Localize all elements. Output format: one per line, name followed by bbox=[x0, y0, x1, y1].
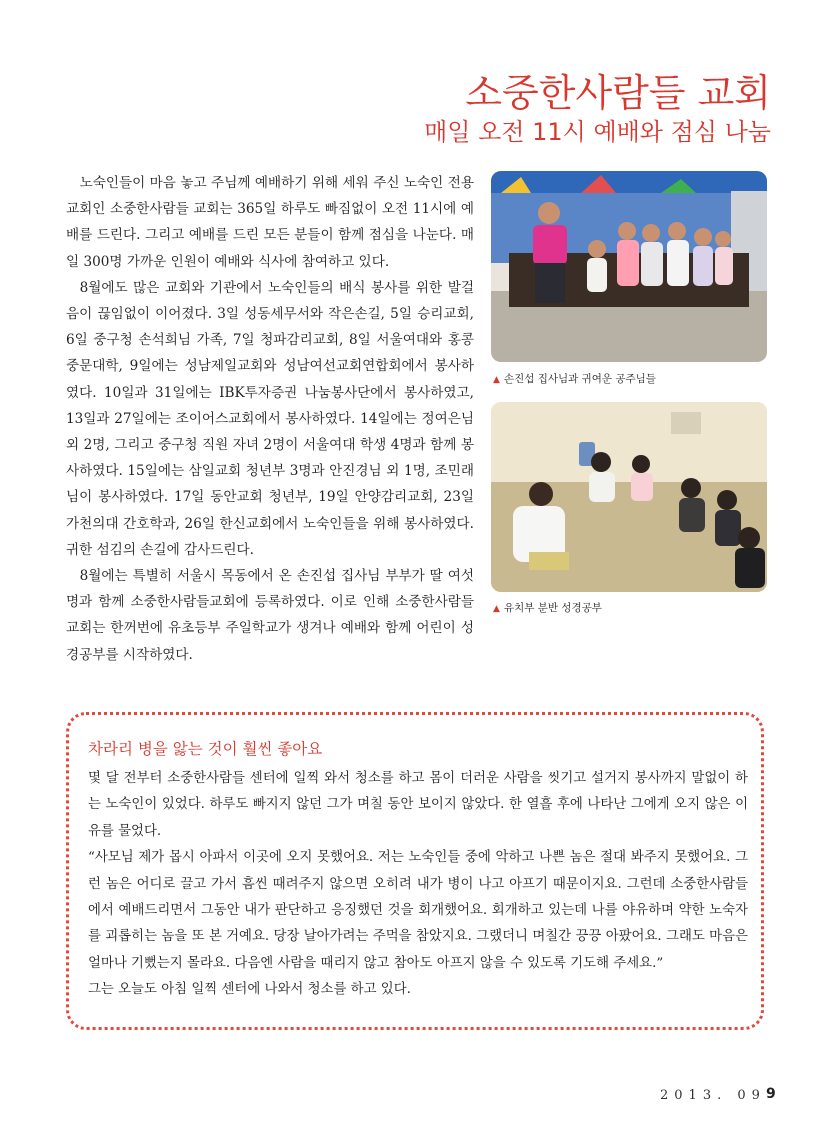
photo-caption-1 bbox=[493, 371, 656, 386]
photo-bible-study bbox=[491, 402, 767, 592]
story-paragraph: 그는 오늘도 아침 일찍 센터에 나와서 청소를 하고 있다. bbox=[88, 982, 411, 998]
caption-text: 손진섭 집사님과 귀여운 공주님들 bbox=[503, 373, 656, 385]
article-paragraph: 8월에는 특별히 서울시 목동에서 온 손진섭 집사님 부부가 딸 여섯 명과 함께 소중한사람들교회에 등록하였다. 이로 인해 소중한사람들교회는 한꺼번에 유초등부 주일학교가 생겨나 예배와 함께 어린이 성경공부를 시작하였다. bbox=[66, 568, 474, 663]
caption-text: 유치부 분반 성경공부 bbox=[503, 602, 602, 614]
story-box-body bbox=[88, 766, 748, 1004]
caption-marker-icon: ▲ bbox=[493, 375, 500, 385]
article-paragraph: 8월에도 많은 교회와 기관에서 노숙인들의 배식 봉사를 위한 발걸음이 끊임없이 이어졌다. 3일 성동세무서와 작은손길, 5일 승리교회, 6일 중구청 손석희님 가족, 7일 청파감리교회, 8일 서울여대와 홍콩 중문대학, 9일에는 성남제일교회와 성남여선교회연합회에서 봉사하였다. 10일과 31일에는 IBK투자증권 나눔봉사단에서 봉사하였고, 13일과 27일에는 조이어스교회에서 봉사하였다. 14일에는 정여은님 외 2명, 그리고 중구청 직원 자녀 2명이 서울여대 학생 4명과 함께 봉사하였다. 15일에는 삼일교회 청년부 3명과 안진경님 외 1명, 조민래님이 봉사하였다. 17일 동안교회 청년부, 19일 안양감리교회, 23일 가천의대 간호학과, 26일 한신교회에서 노숙인들을 위해 봉사하였다. 귀한 섬김의 손길에 감사드린다. bbox=[66, 279, 474, 558]
page-title: 소중한사람들 교회 bbox=[465, 71, 771, 115]
photo-family bbox=[491, 171, 767, 362]
article-paragraph: 노숙인들이 마음 놓고 주님께 예배하기 위해 세워 주신 노숙인 전용 교회인 소중한사람들 교회는 365일 하루도 빠짐없이 오전 11시에 예배를 드린다. 그리고 예배를 드린 모든 분들이 함께 점심을 나눈다. 매일 300명 가까운 인원이 예배와 식사에 참여하고 있다. bbox=[66, 175, 474, 270]
page-number: 9 bbox=[766, 1086, 776, 1102]
story-box-title: 차라리 병을 앓는 것이 훨씬 좋아요 bbox=[88, 740, 323, 758]
photo-caption-2 bbox=[493, 600, 602, 615]
story-paragraph: “사모님 제가 몹시 아파서 이곳에 오지 못했어요. 저는 노숙인들 중에 악하고 나쁜 놈은 절대 봐주지 못했어요. 그런 놈은 어디로 끌고 가서 흠씬 때려주지 않으면 오히려 내가 병이 나고 아프기 때문이지요. 그런데 소중한사람들에서 예배드리면서 그동안 내가 판단하고 응징했던 것을 회개했어요. 회개하고 있는데 나를 야유하며 약한 노숙자를 괴롭히는 놈을 또 본 거예요. 당장 날아가려는 주먹을 참았지요. 그랬더니 며칠간 끙끙 아팠어요. 그래도 마음은 얼마나 기뻤는지 몰라요. 다음엔 사람을 때리지 않고 참아도 아프지 않을 수 있도록 기도해 주세요.” bbox=[88, 850, 748, 971]
article-body bbox=[66, 170, 474, 668]
photo-family-image bbox=[491, 171, 767, 362]
caption-marker-icon: ▲ bbox=[493, 604, 500, 614]
story-paragraph: 몇 달 전부터 소중한사람들 센터에 일찍 와서 청소를 하고 몸이 더러운 사람을 씻기고 설거지 봉사까지 말없이 하는 노숙인이 있었다. 하루도 빠지지 않던 그가 며칠 동안 보이지 않았다. 한 열흘 후에 나타난 그에게 오지 않은 이유를 물었다. bbox=[88, 771, 748, 839]
photo-bible-study-image bbox=[491, 402, 767, 592]
page-subtitle: 매일 오전 11시 예배와 점심 나눔 bbox=[424, 118, 771, 146]
issue-date: 2013. 09 bbox=[660, 1088, 766, 1103]
